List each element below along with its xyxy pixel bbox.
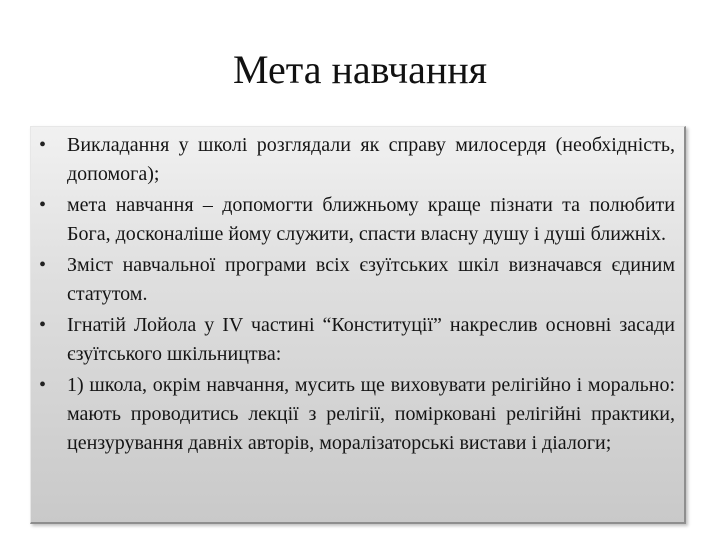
bullet-icon: • bbox=[39, 254, 47, 276]
bullet-text-1: Викладання у школі розглядали як справу милосердя (необхідність, допомога); bbox=[67, 134, 675, 185]
slide-title: Мета навчання bbox=[232, 47, 488, 92]
bullet-text-4: Ігнатій Лойола у IV частині “Конституції” накреслив основні засади єзуїтського шкільництва: bbox=[67, 314, 675, 365]
bullet-icon: • bbox=[39, 374, 47, 396]
bullet-item-2 bbox=[35, 191, 675, 249]
bullet-text-2: мета навчання – допомогти ближньому краще пізнати та полюбити Бога, досконаліше йому служити, спасти власну душу і душі ближніх. bbox=[67, 194, 675, 245]
bullet-item-5 bbox=[35, 371, 675, 458]
bullet-item-1 bbox=[35, 131, 675, 189]
bullet-text-3: Зміст навчальної програми всіх єзуїтських шкіл визначався єдиним статутом. bbox=[67, 254, 675, 305]
bullet-icon: • bbox=[39, 134, 47, 156]
content-box bbox=[30, 126, 686, 524]
bullet-icon: • bbox=[39, 194, 47, 216]
bullet-item-4 bbox=[35, 311, 675, 369]
bullet-item-3 bbox=[35, 251, 675, 309]
bullet-text-5: 1) школа, окрім навчання, мусить ще виховувати релігійно і морально: мають проводитись лекції з релігії, помірковані релігійні практики, цензурування давніх авторів, моралізаторські вистави і діалоги; bbox=[67, 374, 675, 454]
bullet-icon: • bbox=[39, 314, 47, 336]
bullet-list bbox=[35, 131, 675, 460]
